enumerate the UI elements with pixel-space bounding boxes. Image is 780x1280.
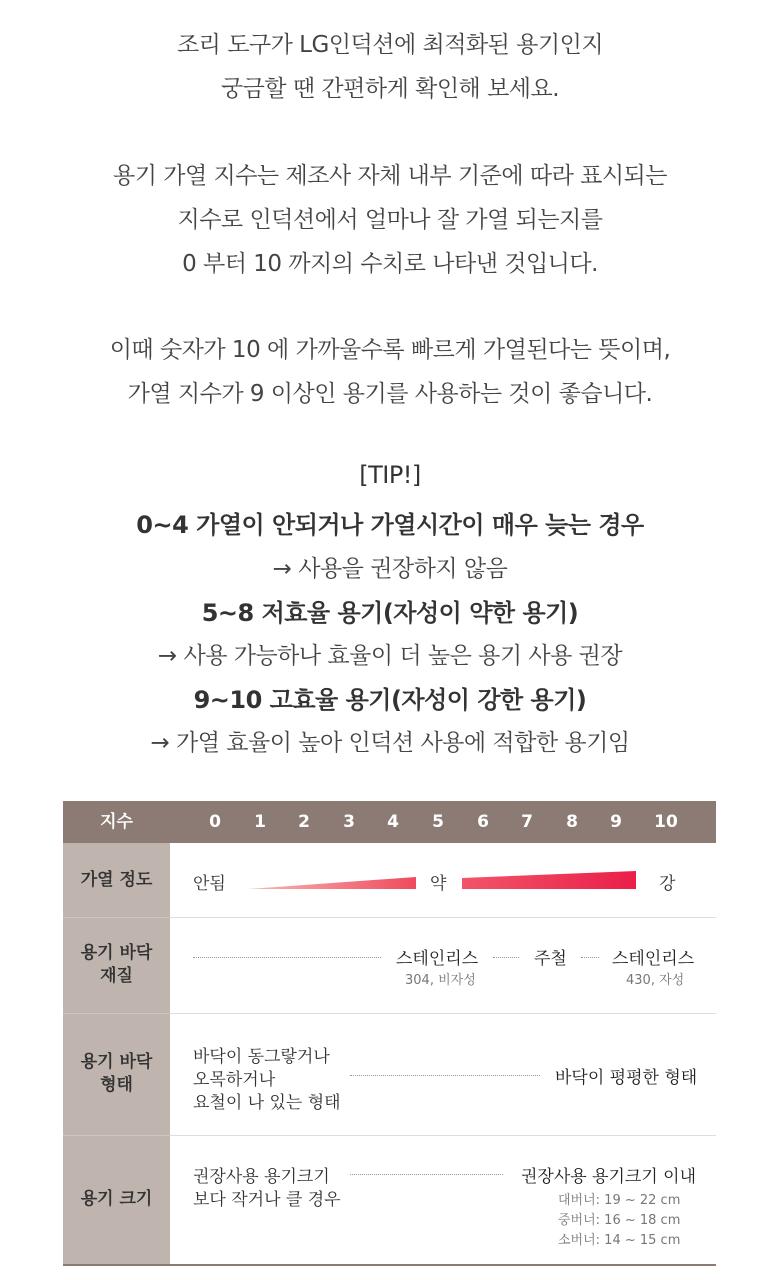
material-row-label-1: 용기 바닥 [80, 943, 153, 963]
heating-none: 안됨 [193, 874, 226, 894]
size-dotted-line [350, 1174, 503, 1175]
index-5: 5 [432, 812, 444, 832]
index-4: 4 [387, 812, 399, 832]
index-1: 1 [254, 812, 266, 832]
heating-weak: 약 [430, 874, 447, 894]
index-10: 10 [654, 812, 678, 832]
material-stainless-304: 스테인리스 [396, 949, 479, 969]
tip-note: → 사용을 권장하지 않음 [272, 556, 508, 582]
shape-row-label-1: 용기 바닥 [80, 1052, 153, 1072]
heating-bar-weak [248, 877, 416, 889]
size-row-label-cell [63, 1136, 170, 1264]
material-dotted-line [493, 957, 519, 958]
index-9: 9 [610, 812, 622, 832]
intro-line: 조리 도구가 LG인덕션에 최적화된 용기인지 [176, 32, 604, 58]
size-spec-small: 소버너: 14 ~ 15 cm [558, 1233, 681, 1248]
shape-round-line2: 오목하거나 [193, 1070, 276, 1090]
row-divider [170, 917, 716, 918]
index-6: 6 [477, 812, 489, 832]
heating-strong: 강 [659, 874, 676, 894]
shape-flat: 바닥이 평평한 형태 [555, 1068, 698, 1088]
size-spec-medium: 중버너: 16 ~ 18 cm [558, 1213, 681, 1228]
size-out-line1: 권장사용 용기크기 [193, 1167, 330, 1187]
tip-heading: 0~4 가열이 안되거나 가열시간이 매우 늦는 경우 [136, 511, 644, 539]
intro-line: 이때 숫자가 10 에 가까울수록 빠르게 가열된다는 뜻이며, [109, 337, 671, 363]
material-row-label-cell [63, 918, 170, 1013]
index-3: 3 [343, 812, 355, 832]
table-header [63, 801, 716, 843]
tip-title: [TIP!] [359, 461, 421, 489]
material-cast-iron: 주철 [534, 949, 567, 969]
tip-note: → 가열 효율이 높아 인덕션 사용에 적합한 용기임 [150, 730, 630, 756]
intro-line: 가열 지수가 9 이상인 용기를 사용하는 것이 좋습니다. [127, 381, 653, 407]
material-dotted-line [193, 957, 381, 958]
heating-row-label: 가열 정도 [80, 870, 153, 890]
index-2: 2 [298, 812, 310, 832]
heating-bar-strong [462, 871, 636, 889]
shape-round-line1: 바닥이 동그랗거나 [193, 1047, 330, 1067]
heating-index-table [63, 801, 716, 1266]
row-divider [170, 1013, 716, 1014]
material-row-label-2: 재질 [100, 966, 133, 986]
size-spec-large: 대버너: 19 ~ 22 cm [558, 1193, 681, 1208]
material-stainless-304-sub: 304, 비자성 [405, 973, 476, 988]
tip-heading: 9~10 고효율 용기(자성이 강한 용기) [193, 686, 587, 714]
row-divider [170, 1135, 716, 1136]
shape-round-line3: 요철이 나 있는 형태 [193, 1093, 341, 1113]
tip-note: → 사용 가능하나 효율이 더 높은 용기 사용 권장 [157, 643, 623, 669]
size-within: 권장사용 용기크기 이내 [521, 1167, 697, 1187]
shape-dotted-line [350, 1075, 540, 1076]
size-row-label: 용기 크기 [80, 1189, 153, 1209]
material-stainless-430-sub: 430, 자성 [626, 973, 685, 988]
index-7: 7 [521, 812, 533, 832]
intro-line: 용기 가열 지수는 제조사 자체 내부 기준에 따라 표시되는 [112, 163, 667, 189]
size-out-line2: 보다 작거나 클 경우 [193, 1190, 341, 1210]
material-dotted-line [581, 957, 599, 958]
index-8: 8 [566, 812, 578, 832]
intro-line: 궁금할 땐 간편하게 확인해 보세요. [220, 76, 560, 102]
header-label: 지수 [100, 812, 133, 832]
index-0: 0 [209, 812, 221, 832]
intro-line: 지수로 인덕션에서 얼마나 잘 가열 되는지를 [177, 207, 603, 233]
intro-line: 0 부터 10 까지의 수치로 나타낸 것입니다. [182, 251, 598, 277]
heating-row-label-cell [63, 843, 170, 917]
material-stainless-430: 스테인리스 [612, 949, 695, 969]
shape-row-label-cell [63, 1014, 170, 1135]
tip-heading: 5~8 저효율 용기(자성이 약한 용기) [201, 599, 579, 627]
shape-row-label-2: 형태 [100, 1075, 133, 1095]
